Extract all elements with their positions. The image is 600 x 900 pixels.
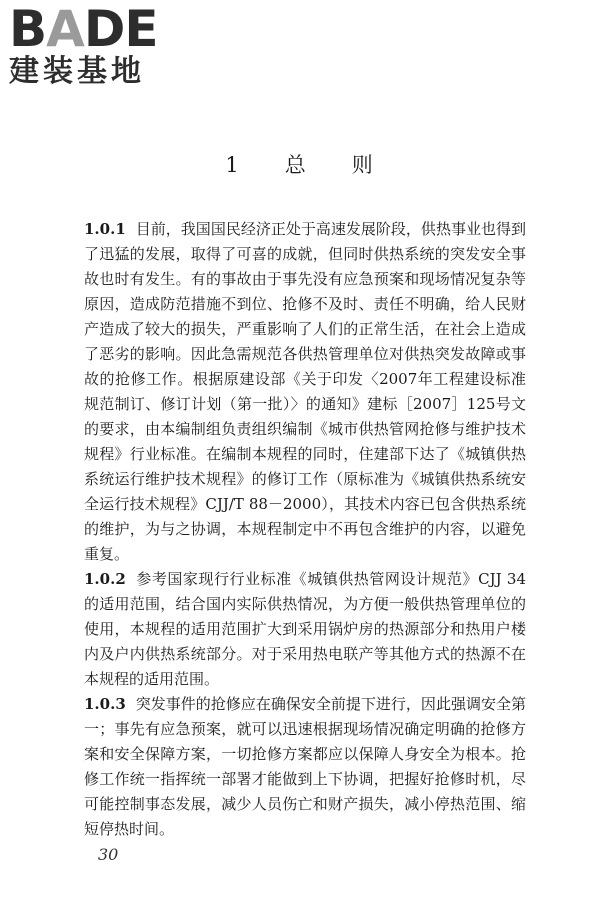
chapter-number: 1 [225,153,241,177]
chapter-title-char-2: 则 [351,153,375,177]
clause-1-0-2 [84,567,526,692]
logo-suffix: DE [83,0,158,58]
logo-subtitle: 建装基地 [9,54,145,89]
clause-number: 1.0.3 [84,695,126,713]
clause-text: 突发事件的抢修应在确保安全前提下进行，因此强调安全第一；事先有应急预案，就可以迅速根据现场情况确定明确的抢修方案和安全保障方案，一切抢修方案都应以保障人身安全为根本。抢修工作统一指挥统一部署才能做到上下协调，把握好抢修时机，尽可能控制事态发展，减少人员伤亡和财产损失，减小停热范围、缩短停热时间。 [84,695,526,838]
logo-wordmark [9,2,179,56]
clause-number: 1.0.1 [84,220,126,238]
page-number: 30 [98,845,119,864]
chapter-title-char-1: 总 [284,153,308,177]
clause-text: 参考国家现行行业标准《城镇供热管网设计规范》CJJ 34的适用范围，结合国内实际供热情况，为方便一般供热管理单位的使用，本规程的适用范围扩大到采用锅炉房的热源部分和热用户楼内及户内供热系统部分。对于采用热电联产等其他方式的热源不在本规程的适用范围。 [84,570,526,688]
clause-1-0-3 [84,692,526,842]
clause-text: 目前，我国国民经济正处于高速发展阶段，供热事业也得到了迅猛的发展，取得了可喜的成就，但同时供热系统的突发安全事故也时有发生。有的事故由于事先没有应急预案和现场情况复杂等原因，造成防范措施不到位、抢修不及时、责任不明确，给人民财产造成了较大的损失，严重影响了人们的正常生活，在社会上造成了恶劣的影响。因此急需规范各供热管理单位对供热突发故障或事故的抢修工作。根据原建设部《关于印发〈2007年工程建设标准规范制订、修订计划（第一批）〉的通知》建标［2007］125号文的要求，由本编制组负责组织编制《城市供热管网抢修与维护技术规程》行业标准。在编制本规程的同时，住建部下达了《城镇供热系统运行维护技术规程》的修订工作（原标准为《城镇供热系统安全运行技术规程》CJJ/T 88－2000），其技术内容已包含供热系统的维护，为与之协调，本规程制定中不再包含维护的内容，以避免重复。 [84,220,526,563]
chapter-title [0,150,600,180]
clause-1-0-1 [84,217,526,567]
clause-list [84,217,526,842]
clause-number: 1.0.2 [84,570,126,588]
logo-prefix: B [9,0,47,58]
logo-accent-letter: A [46,0,84,58]
watermark-logo [9,2,179,90]
